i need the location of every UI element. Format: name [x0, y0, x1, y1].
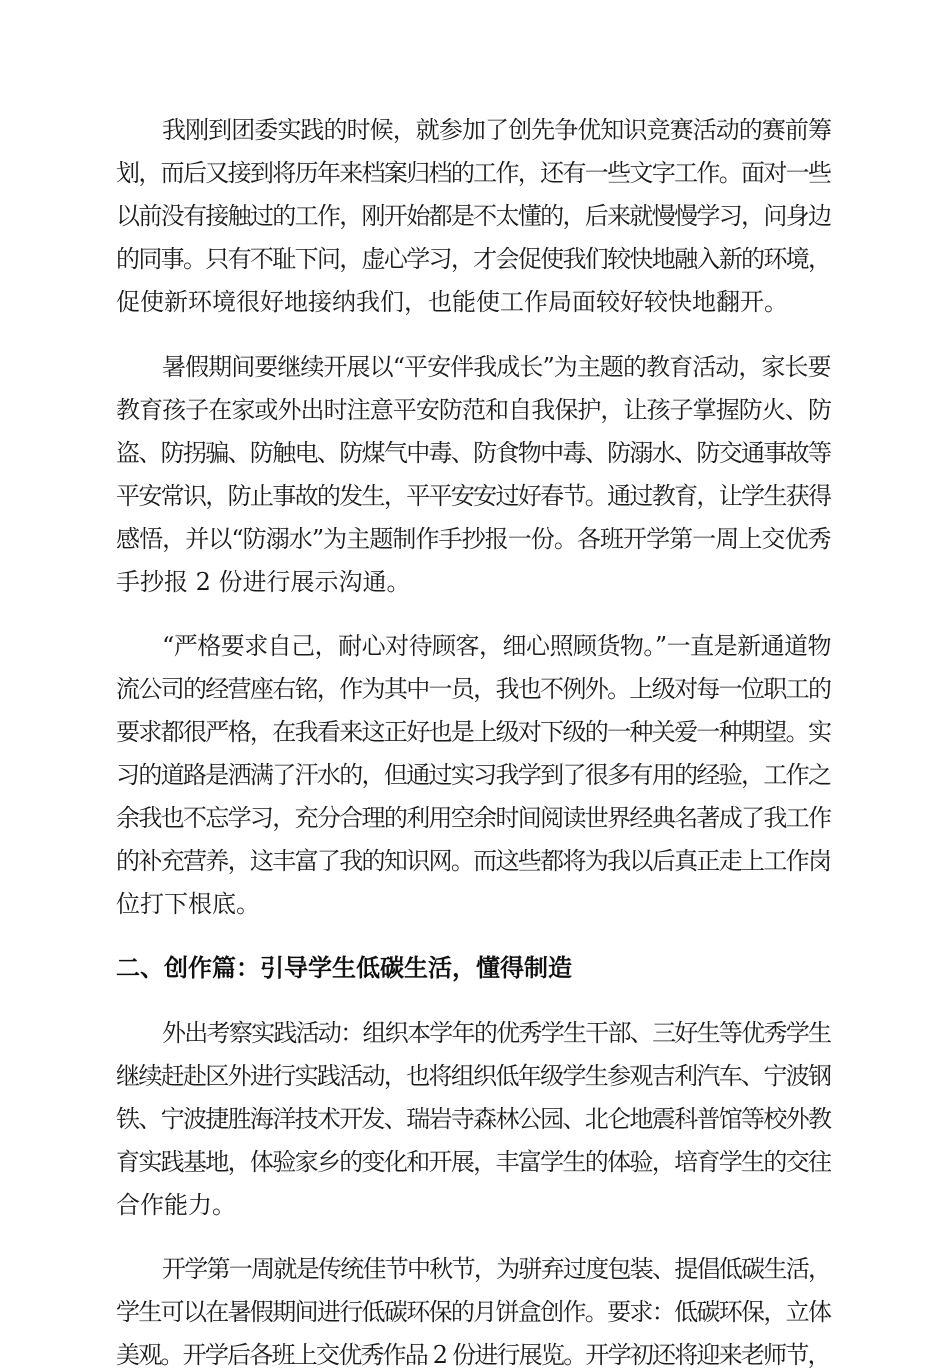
paragraph-2-line-3: 盗、防拐骗、防触电、防煤气中毒、防食物中毒、防溺水、防交通事故等 [116, 439, 831, 467]
paragraph-3-line-6: 的补充营养，这丰富了我的知识网。而这些都将为我以后真正走上工作岗 [116, 847, 831, 875]
paragraph-5-line-1: 开学第一周就是传统佳节中秋节，为骈弃过度包装、提倡低碳生活， [162, 1255, 831, 1283]
paragraph-3-line-3: 要求都很严格，在我看来这正好也是上级对下级的一种关爱一种期望。实 [116, 718, 831, 746]
paragraph-4-line-3: 铁、宁波捷胜海洋技术开发、瑞岩寺森林公园、北仑地震科普馆等校外教 [116, 1105, 831, 1133]
paragraph-4-line-5: 合作能力。 [116, 1191, 236, 1219]
paragraph-2-line-2: 教育孩子在家或外出时注意平安防范和自我保护，让孩子掌握防火、防 [116, 396, 832, 424]
paragraph-4-line-4: 育实践基地，体验家乡的变化和开展，丰富学生的体验，培育学生的交往 [116, 1148, 831, 1176]
paragraph-1-line-4: 的同事。只有不耻下问，虚心学习，才会促使我们较快地融入新的环境， [116, 245, 831, 273]
paragraph-1-line-3: 以前没有接触过的工作，刚开始都是不太懂的，后来就慢慢学习，问身边 [116, 202, 831, 230]
paragraph-1-line-2: 划，而后又接到将历年来档案归档的工作，还有一些文字工作。面对一些 [116, 159, 831, 187]
paragraph-1-line-1: 我刚到团委实践的时候，就参加了创先争优知识竞赛活动的赛前筹 [162, 116, 832, 144]
paragraph-5-line-2: 学生可以在暑假期间进行低碳环保的月饼盒创作。要求：低碳环保，立体 [116, 1298, 831, 1326]
paragraph-3-line-7: 位打下根底。 [116, 890, 260, 918]
paragraph-1-line-5: 促使新环境很好地接纳我们，也能使工作局面较好较快地翻开。 [116, 288, 788, 316]
paragraph-3-line-4: 习的道路是洒满了汗水的，但通过实习我学到了很多有用的经验，工作之 [116, 761, 831, 789]
section-heading: 二、创作篇：引导学生低碳生活，懂得制造 [116, 954, 572, 982]
paragraph-4-line-1: 外出考察实践活动：组织本学年的优秀学生干部、三好生等优秀学生 [162, 1019, 831, 1047]
paragraph-3-line-1: “严格要求自己，耐心对待顾客，细心照顾货物。”一直是新通道物 [162, 632, 832, 660]
paragraph-4-line-2: 继续赶赴区外进行实践活动，也将组织低年级学生参观吉利汽车、宁波钢 [116, 1062, 831, 1090]
paragraph-2-line-1: 暑假期间要继续开展以“平安伴我成长”为主题的教育活动，家长要 [162, 353, 831, 381]
paragraph-2-line-6: 手抄报 2 份进行展示沟通。 [116, 568, 411, 596]
paragraph-2-line-5: 感悟，并以“防溺水”为主题制作手抄报一份。各班开学第一周上交优秀 [116, 525, 831, 553]
paragraph-2-line-4: 平安常识，防止事故的发生，平平安安过好春节。通过教育，让学生获得 [116, 482, 831, 510]
paragraph-3-line-5: 余我也不忘学习，充分合理的利用空余时间阅读世界经典名著成了我工作 [116, 804, 831, 832]
paragraph-3-line-2: 流公司的经营座右铭，作为其中一员，我也不例外。上级对每一位职工的 [116, 675, 831, 703]
paragraph-5-line-3: 美观。开学后各班上交优秀作品 2 份进行展览。开学初还将迎来老师节， [116, 1341, 830, 1369]
